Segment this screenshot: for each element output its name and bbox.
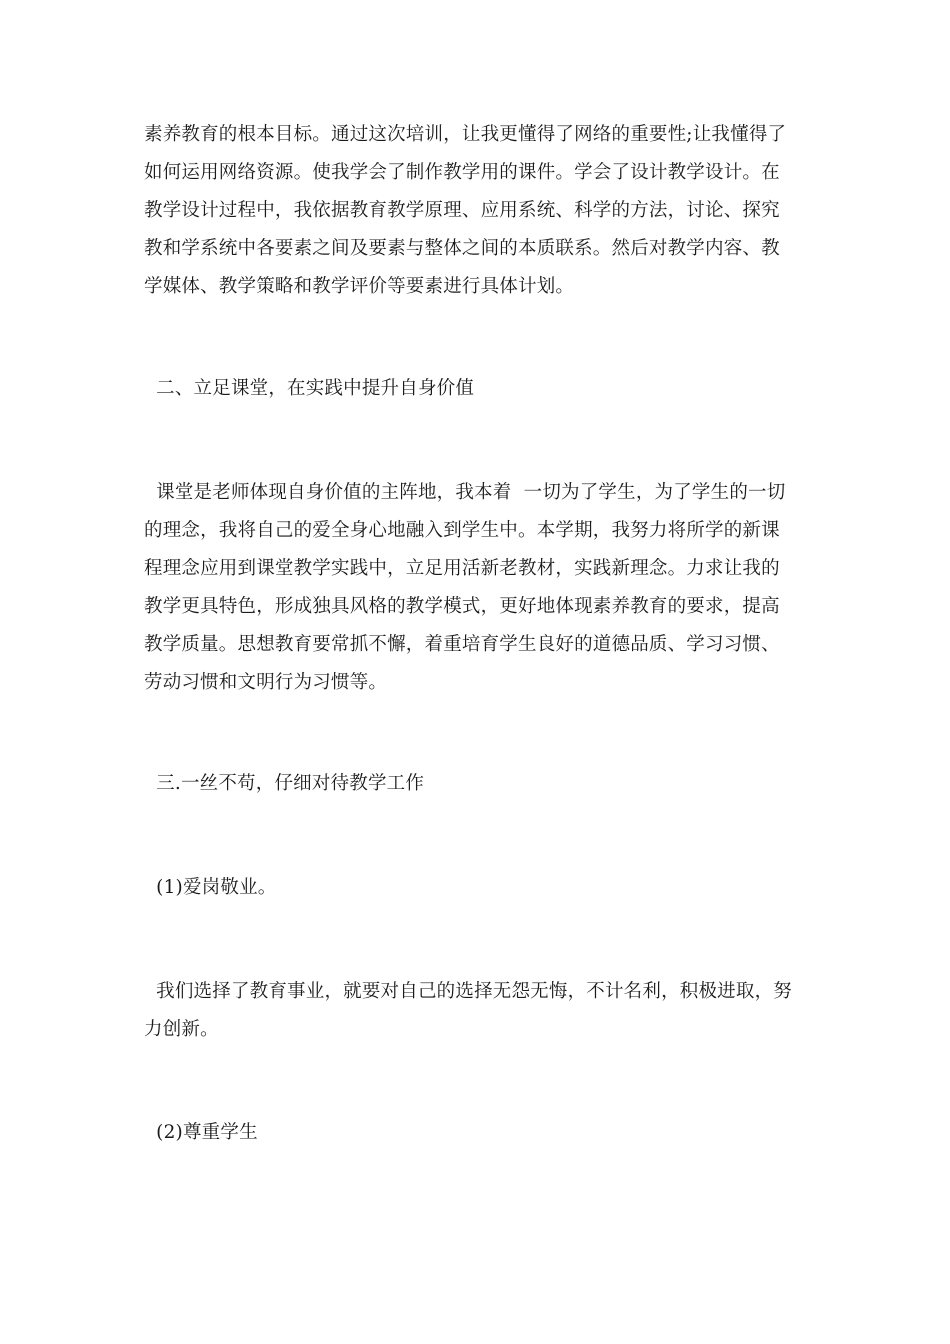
paragraph-line: 劳动习惯和文明行为习惯等。 bbox=[144, 672, 388, 693]
paragraph-line: 教学设计过程中，我依据教育教学原理、应用系统、科学的方法，讨论、探究 bbox=[144, 200, 780, 221]
sub-heading-1: (1)爱岗敬业。 bbox=[144, 877, 277, 898]
paragraph-line: 学媒体、教学策略和教学评价等要素进行具体计划。 bbox=[144, 276, 575, 297]
paragraph-line: 力创新。 bbox=[144, 1019, 219, 1040]
paragraph-line: 如何运用网络资源。使我学会了制作教学用的课件。学会了设计教学设计。在 bbox=[144, 162, 780, 183]
paragraph-line: 教学更具特色，形成独具风格的教学模式，更好地体现素养教育的要求，提高 bbox=[144, 596, 780, 617]
section-heading-2: 二、立足课堂，在实践中提升自身价值 bbox=[144, 378, 475, 399]
paragraph-line: 素养教育的根本目标。通过这次培训，让我更懂得了网络的重要性;让我懂得了 bbox=[144, 124, 787, 145]
paragraph-line: 教和学系统中各要素之间及要素与整体之间的本质联系。然后对教学内容、教 bbox=[144, 238, 780, 259]
paragraph-line: 程理念应用到课堂教学实践中，立足用活新老教材，实践新理念。力求让我的 bbox=[144, 558, 780, 579]
paragraph-line: 课堂是老师体现自身价值的主阵地，我本着 一切为了学生，为了学生的一切 bbox=[144, 482, 786, 503]
paragraph-line: 的理念，我将自己的爱全身心地融入到学生中。本学期，我努力将所学的新课 bbox=[144, 520, 780, 541]
sub-heading-2: (2)尊重学生 bbox=[144, 1122, 258, 1143]
paragraph-line: 我们选择了教育事业，就要对自己的选择无怨无悔，不计名利，积极进取，努 bbox=[144, 981, 792, 1002]
section-heading-3: 三.一丝不苟，仔细对待教学工作 bbox=[144, 773, 425, 794]
paragraph-line: 教学质量。思想教育要常抓不懈，着重培育学生良好的道德品质、学习习惯、 bbox=[144, 634, 780, 655]
